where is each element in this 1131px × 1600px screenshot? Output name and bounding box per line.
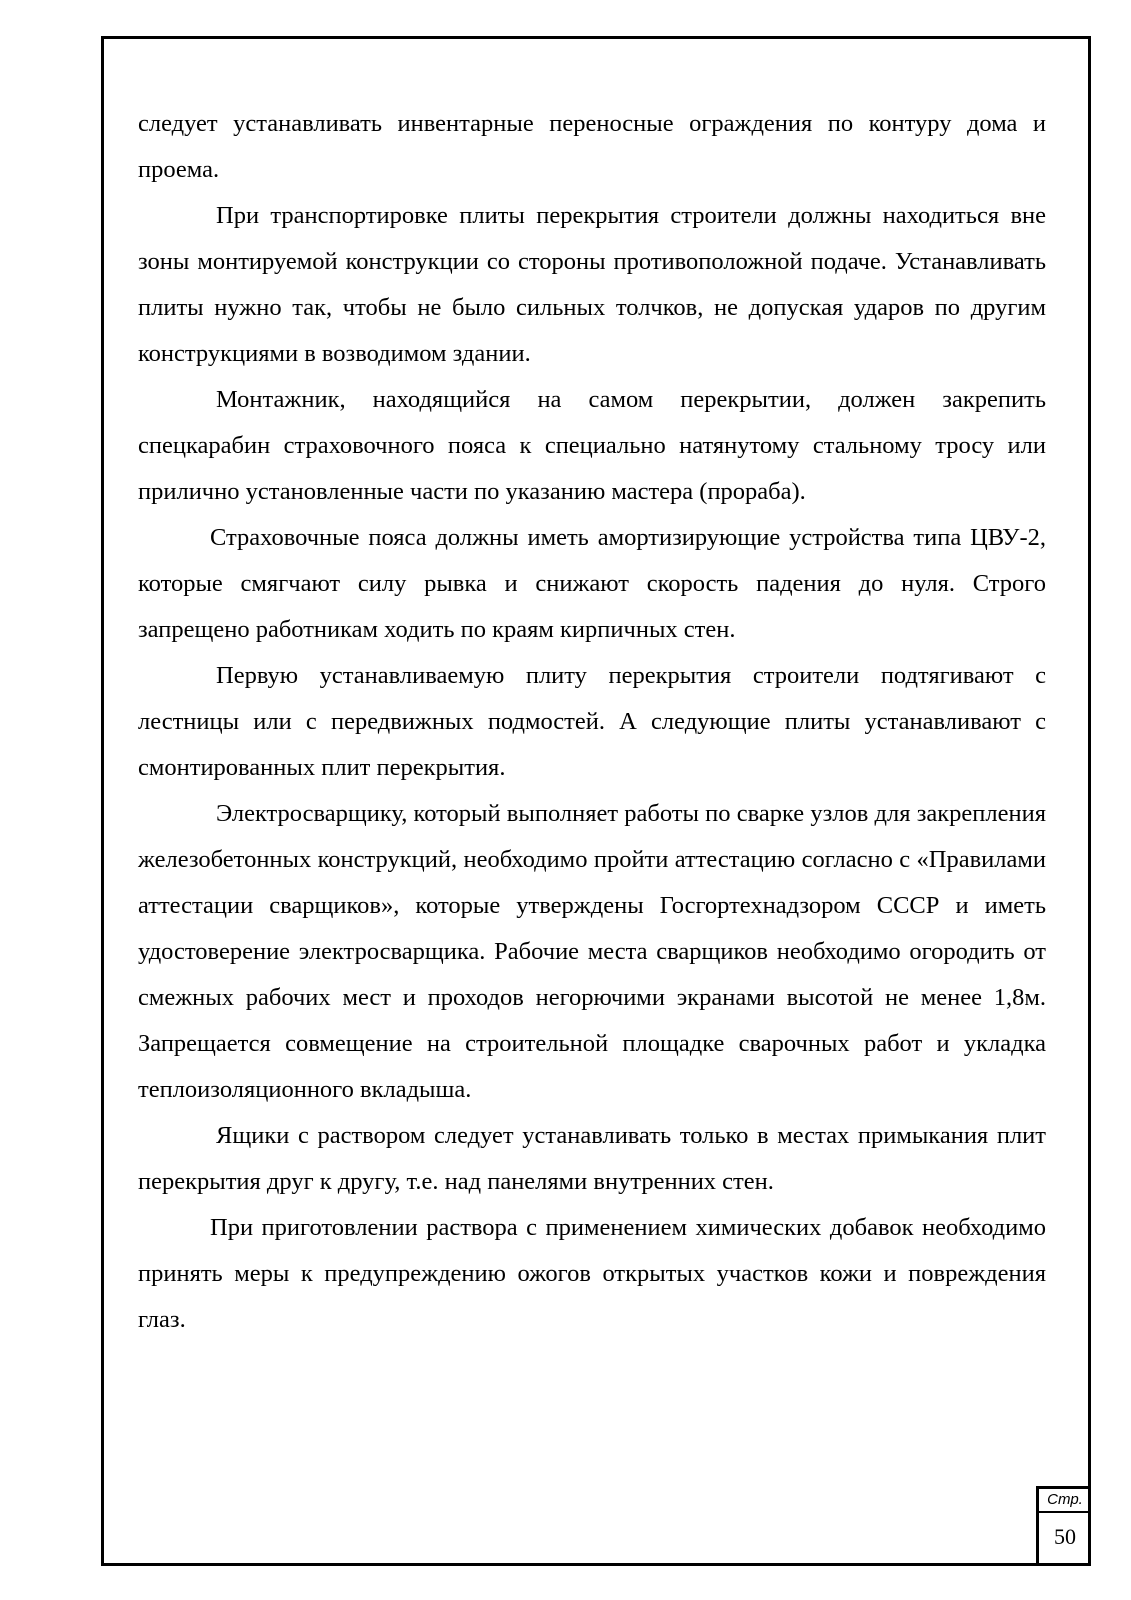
paragraph-welder: Электросварщику, который выполняет работы по сварке узлов для закрепления железобетонных конструкций, необходимо пройти аттестацию согласно с «Правилами аттестации сварщиков», которые утверждены Госгортехнадзором СССР и иметь удостоверение электросварщика. Рабочие места сварщиков необходимо огородить от смежных рабочих мест и проходов негорючими экранами высотой не менее 1,8м. Запрещается совмещение на строительной площадке сварочных работ и укладка теплоизоляционного вкладыша. bbox=[138, 800, 1046, 1103]
page-number: 50 bbox=[1054, 1524, 1076, 1549]
paragraph-safety-belts: Страховочные пояса должны иметь амортизирующие устройства типа ЦВУ-2, которые смягчают силу рывка и снижают скорость падения до нуля. Строго запрещено работникам ходить по краям кирпичных стен. bbox=[138, 524, 1046, 643]
paragraph-installer: Монтажник, находящийся на самом перекрытии, должен закрепить спецкарабин страховочного пояса к специально натянутому стальному тросу или прилично установленные части по указанию мастера (прораба). bbox=[138, 386, 1046, 505]
document-body bbox=[138, 101, 1046, 1343]
paragraph-transport: При транспортировке плиты перекрытия строители должны находиться вне зоны монтируемой конструкции со стороны противоположной подаче. Устанавливать плиты нужно так, чтобы не было сильных толчков, не допуская ударов по другим конструкциями в возводимом здании. bbox=[138, 202, 1046, 367]
paragraph-mortar-boxes: Ящики с раствором следует устанавливать только в местах примыкания плит перекрытия друг к другу, т.е. над панелями внутренних стен. bbox=[138, 1122, 1046, 1195]
paragraph-chemical-additives: При приготовлении раствора с применением химических добавок необходимо принять меры к предупреждению ожогов открытых участков кожи и повреждения глаз. bbox=[138, 1214, 1046, 1333]
page-number-box bbox=[1036, 1486, 1091, 1566]
page-label: Стр. bbox=[1039, 1489, 1091, 1513]
paragraph-continuation: следует устанавливать инвентарные переносные ограждения по контуру дома и проема. bbox=[138, 110, 1046, 183]
paragraph-first-slab: Первую устанавливаемую плиту перекрытия строители подтягивают с лестницы или с передвижных подмостей. А следующие плиты устанавливают с смонтированных плит перекрытия. bbox=[138, 662, 1046, 781]
